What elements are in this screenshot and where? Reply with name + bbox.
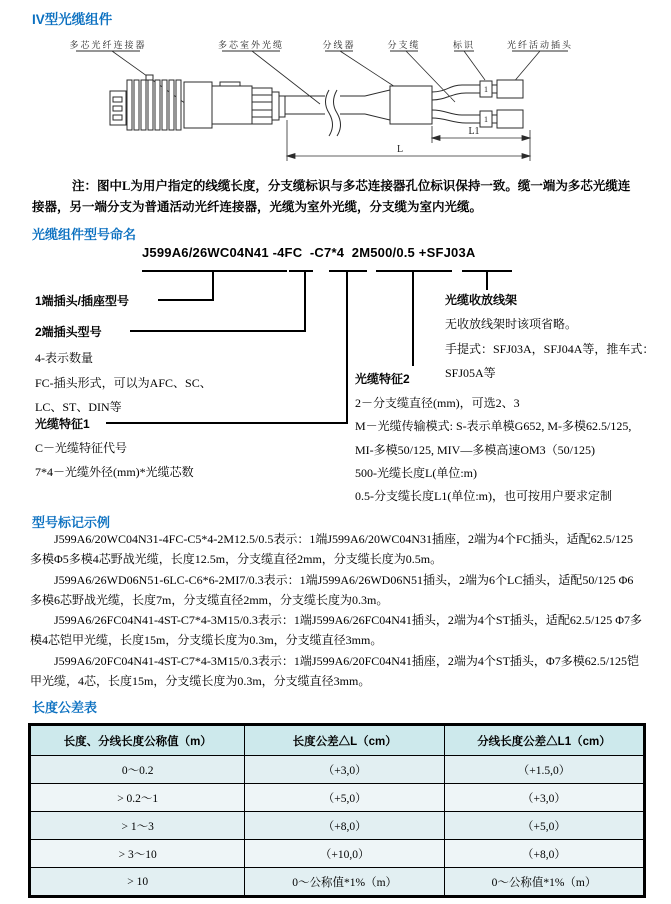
header-cell-length-tolerance: 长度公差△L（cm）	[245, 725, 445, 756]
callout-reel-line: 手提式：SFJ03A，SFJ04A等，推车式：	[445, 342, 655, 356]
example-paragraph: J599A6/26WD06N51-6LC-C6*6-2MI7/0.3表示：1端J599A6/26WD06N51插头，2端为6个LC插头，适配50/125 Φ6多模6芯野战光缆，长度7m，分支缆直径2mm，分支缆长度为0.3m。	[30, 572, 634, 607]
diagram-label-branch-cable: 分支缆	[387, 40, 421, 50]
diagram-label-outdoor-cable: 多芯室外光缆	[217, 40, 285, 50]
multicore-connector-drawing	[110, 75, 285, 130]
callout-end2-line: LC、ST、DIN等	[35, 400, 122, 414]
callout-feature2-line: MI-多模50/125, MIV—多模高速OM3（50/125)	[355, 443, 595, 457]
table-row	[30, 868, 644, 897]
callout-reel-line: 无收放线架时该项省略。	[445, 317, 578, 331]
table-cell: 0～公称值*1%（m）	[245, 868, 445, 897]
table-cell: （+1.5,0）	[444, 756, 644, 784]
table-header-row	[30, 725, 644, 756]
diagram-label-tag: 标识	[452, 40, 476, 50]
splitter-box-drawing	[390, 86, 432, 124]
example-paragraph: J599A6/20WC04N31-4FC-C5*4-2M12.5/0.5表示：1端J599A6/20WC04N31插座，2端为4个FC插头，适配62.5/125多模Φ5多模4芯野战光缆，长度12.5m，分支缆直径2mm，分支缆长度为0.5m。	[30, 532, 634, 567]
note-text: 注：图中L为用户指定的线缆长度，分支缆标识与多芯连接器孔位标识保持一致。缆一端为多芯光缆连接器，另一端分支为普通活动光纤连接器，光缆为室外光缆，分支缆为室内光缆。	[32, 179, 631, 214]
section-heading-tolerance: 长度公差表	[32, 700, 98, 715]
table-cell: （+8,0）	[444, 840, 644, 868]
callout-feature2-label: 光缆特征2	[355, 372, 410, 386]
section-heading-examples: 型号标记示例	[32, 515, 111, 530]
callout-feature1-line: 7*4－光缆外径(mm)*光缆芯数	[35, 465, 194, 479]
callout-feature2-line: 500-光缆长度L(单位:m)	[355, 466, 477, 480]
outdoor-cable-drawing	[285, 90, 390, 136]
table-cell: 0～0.2	[30, 756, 245, 784]
tolerance-table	[29, 724, 645, 897]
table-row	[30, 784, 644, 812]
table-row	[30, 840, 644, 868]
branch-tag-lower: 1	[484, 115, 488, 124]
callout-feature1-label: 光缆特征1	[35, 417, 90, 431]
table-row	[30, 812, 644, 840]
table-cell: （+3,0）	[245, 756, 445, 784]
model-examples	[30, 529, 644, 691]
table-cell: （+3,0）	[444, 784, 644, 812]
table-cell: > 1～3	[30, 812, 245, 840]
table-cell: （+10,0）	[245, 840, 445, 868]
table-cell: > 10	[30, 868, 245, 897]
dimension-label-l1: L1	[468, 126, 480, 137]
page-title: IV型光缆组件	[32, 12, 113, 27]
table-cell: 0～公称值*1%（m）	[444, 868, 644, 897]
model-string: J599A6/26WC04N41 -4FC -C7*4 2M500/0.5 +SFJ03A	[142, 245, 476, 260]
dimension-label-l: L	[396, 144, 404, 155]
table-cell: > 3～10	[30, 840, 245, 868]
dimension-lines	[287, 120, 530, 161]
callout-feature2-line: M－光缆传输模式: S-表示单模G652, M-多模62.5/125,	[355, 419, 632, 433]
callout-reel-line: SFJ05A等	[445, 366, 496, 380]
callout-end1-label: 1端插头/插座型号	[35, 294, 130, 308]
section-heading-naming: 光缆组件型号命名	[32, 227, 137, 242]
header-cell-branch-tolerance: 分线长度公差△L1（cm）	[444, 725, 644, 756]
callout-feature2-line: 0.5-分支缆长度L1(单位:m)，也可按用户要求定制	[355, 489, 612, 503]
table-cell: （+8,0）	[245, 812, 445, 840]
branch-cables-drawing	[432, 80, 523, 128]
callout-feature1-line: C－光缆特征代号	[35, 441, 128, 455]
cable-assembly-diagram	[0, 34, 671, 184]
table-row	[30, 756, 644, 784]
table-cell: > 0.2～1	[30, 784, 245, 812]
table-cell: （+5,0）	[245, 784, 445, 812]
callout-feature2-line: 2－分支缆直径(mm)，可选2、3	[355, 396, 520, 410]
callout-reel-label: 光缆收放线架	[445, 293, 518, 307]
table-cell: （+5,0）	[444, 812, 644, 840]
branch-tag-upper: 1	[484, 85, 488, 94]
diagram-label-fiber-plug: 光纤活动插头	[506, 40, 574, 50]
example-paragraph: J599A6/26FC04N41-4ST-C7*4-3M15/0.3表示：1端J599A6/26FC04N41插头，2端为4个ST插头，适配62.5/125 Φ7多模4芯铠甲光缆，长度15m，分支缆长度为0.3m，分支缆直径3mm。	[30, 613, 643, 648]
diagram-label-multicore-connector: 多芯光纤连接器	[69, 40, 147, 50]
callout-end2-line: 4-表示数量	[35, 351, 93, 365]
callout-end2-label: 2端插头型号	[35, 325, 102, 339]
model-naming-diagram	[0, 243, 671, 510]
header-cell-nominal-length: 长度、分线长度公称值（m）	[30, 725, 245, 756]
diagram-label-splitter: 分线器	[322, 40, 356, 50]
callout-end2-line: FC-插头形式，可以为AFC、SC、	[35, 376, 212, 390]
example-paragraph: J599A6/20FC04N41-4ST-C7*4-3M15/0.3表示：1端J599A6/20FC04N41插座，2端为4个ST插头，Φ7多模62.5/125铠甲光缆，4芯，长度15m，分支缆长度为0.3m，分支缆直径3mm。	[30, 653, 640, 689]
